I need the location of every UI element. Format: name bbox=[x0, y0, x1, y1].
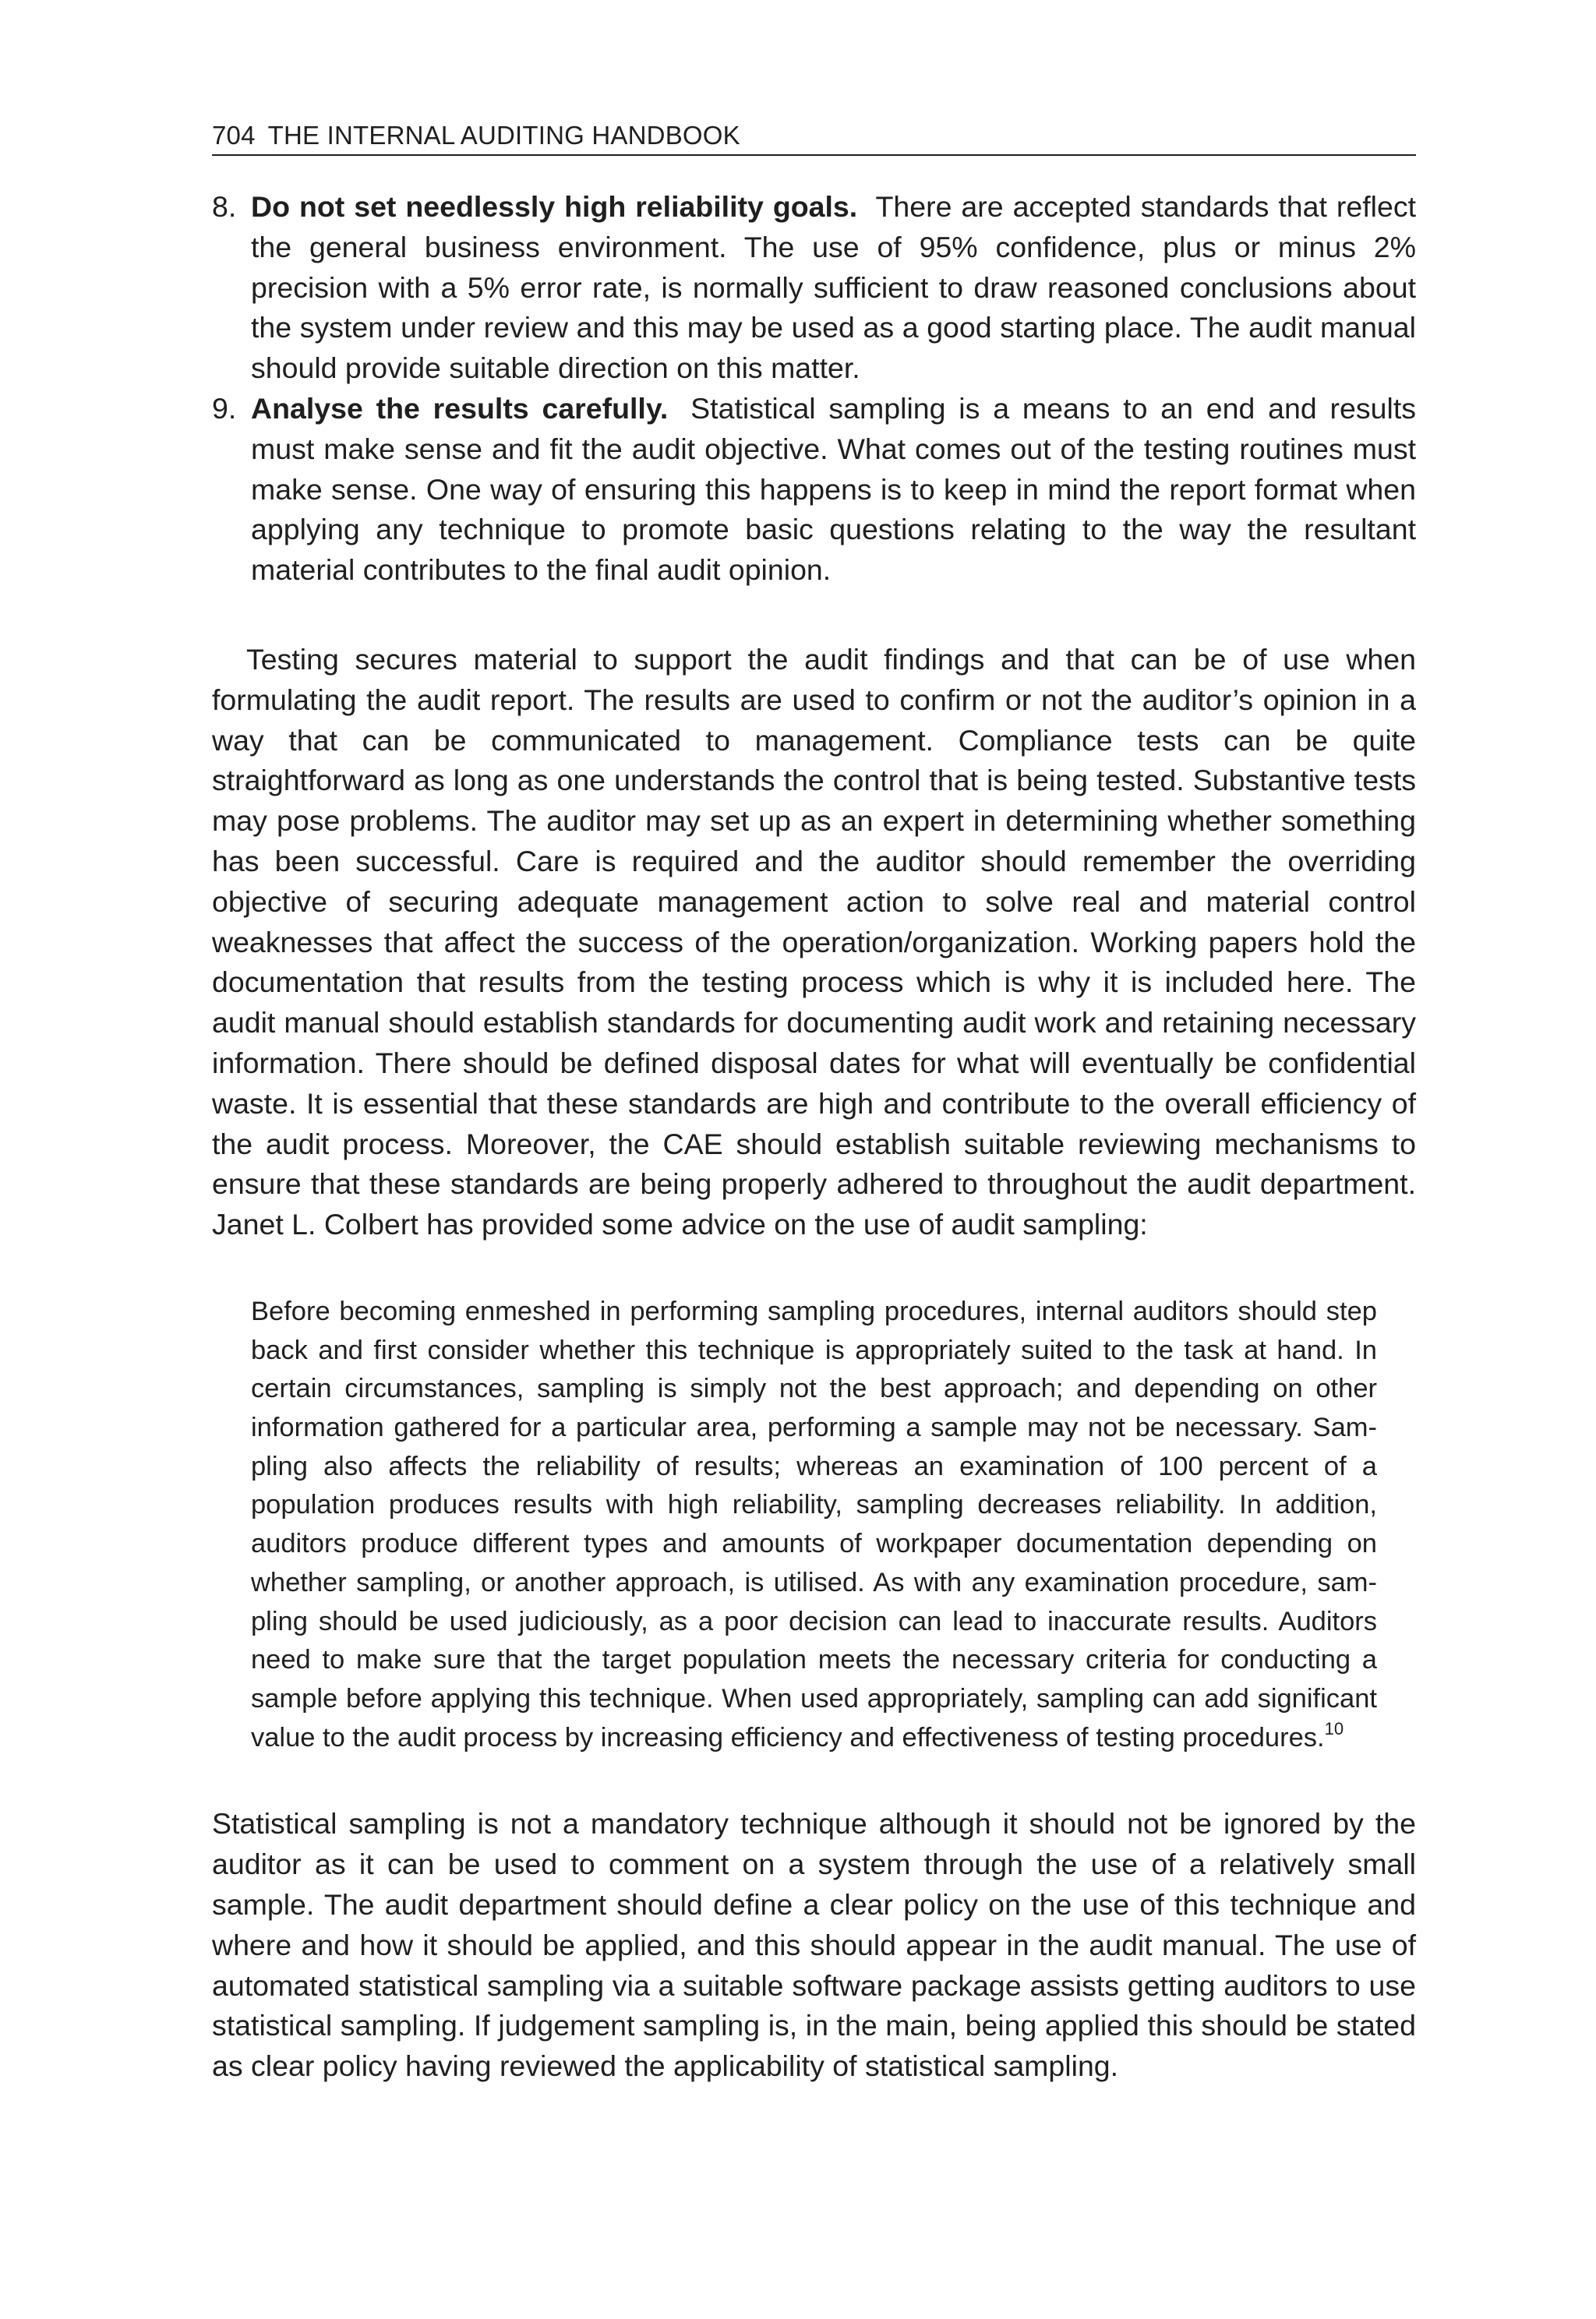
page-number: 704 bbox=[212, 121, 256, 150]
body-paragraph: Statistical sampling is not a mandatory technique although it should not be ignored by the auditor as it can be used to comment on a system through the use of a relatively small sample. The audit department should define a clear policy on the use of this technique and where and how it should be applied, and this should appear in the audit manual. The use of automated statistical sampling via a suitable software package assists getting auditors to use statistical sampling. If judgement sampling is, in the main, being applied this should be stated as clear policy having reviewed the applicability of statistical sampling. bbox=[212, 1807, 1416, 2083]
list-item-heading: Do not set needlessly high reliability goals. bbox=[251, 190, 858, 223]
guidance-list bbox=[212, 187, 1416, 591]
list-item-text: Statistical sampling is a means to an end and results must make sense and fit the audit objective. What comes out of the testing routines must make sense. One way of ensuring this happens is to keep in mind the report format when applying any technique to promote basic questions relating to the way the resultant material contributes to the final audit opinion. bbox=[251, 391, 1416, 587]
list-item-text: There are accepted standards that reflect the general business environment. The use of 95% confidence, plus or minus 2% precision with a 5% error rate, is normally sufficient to draw reasoned conclusions about the system under review and this may be used as a good starting place. The audit manual should provide suitable direction on this matter. bbox=[251, 190, 1416, 385]
book-title: THE INTERNAL AUDITING HANDBOOK bbox=[267, 121, 740, 150]
list-item-heading: Analyse the results carefully. bbox=[251, 391, 669, 425]
list-item bbox=[212, 389, 1416, 591]
footnote-marker: 10 bbox=[1324, 1718, 1344, 1738]
block-quote bbox=[251, 1293, 1377, 1757]
list-item bbox=[212, 187, 1416, 389]
quote-text: Before becoming enmeshed in performing sampling procedures, internal auditors should step back and first consider whether this technique is appropriately suited to the task at hand. In certain circumstances, sampling is simply not the best approach; and depending on other information gathered for a particular area, performing a sample may not be necessary. Sampling also affects the reliability of results; whereas an examination of 100 percent of a population produces results with high reliability, sampling decreases reliability. In addition, auditors produce different types and amounts of workpaper documentation depending on whether sampling, or another approach, is utilised. As with any examination procedure, sampling should be used judiciously, as a poor decision can lead to inaccurate results. Auditors need to make sure that the target population meets the necessary criteria for conducting a sample before applying this technique. When used appropriately, sampling can add significant value to the audit process by increasing efficiency and effectiveness of testing procedures. bbox=[251, 1296, 1377, 1752]
running-header bbox=[212, 117, 1416, 156]
book-page bbox=[212, 117, 1416, 2087]
body-paragraph: Testing secures material to support the audit findings and that can be of use when formulating the audit report. The results are used to confirm or not the auditor’s opinion in a way that can be communicated to management. Compliance tests can be quite straightforward as long as one understands the control that is being tested. Substantive tests may pose problems. The auditor may set up as an expert in determining whether something has been successful. Care is required and the auditor should remember the overriding objective of securing adequate management action to solve real and material control weaknesses that affect the success of the operation/organization. Working papers hold the documentation that results from the testing process which is why it is included here. The audit manual should establish standards for documenting audit work and retaining necessary information. There should be defined disposal dates for what will eventually be confidential waste. It is essential that these standards are high and contribute to the overall efficiency of the audit process. Moreover, the CAE should establish suitable reviewing mechanisms to ensure that these standards are being properly adhered to throughout the audit department. Janet L. Colbert has provided some advice on the use of audit sampling: bbox=[212, 642, 1416, 1241]
list-item-number: 8. bbox=[212, 190, 237, 223]
list-item-number: 9. bbox=[212, 391, 237, 425]
